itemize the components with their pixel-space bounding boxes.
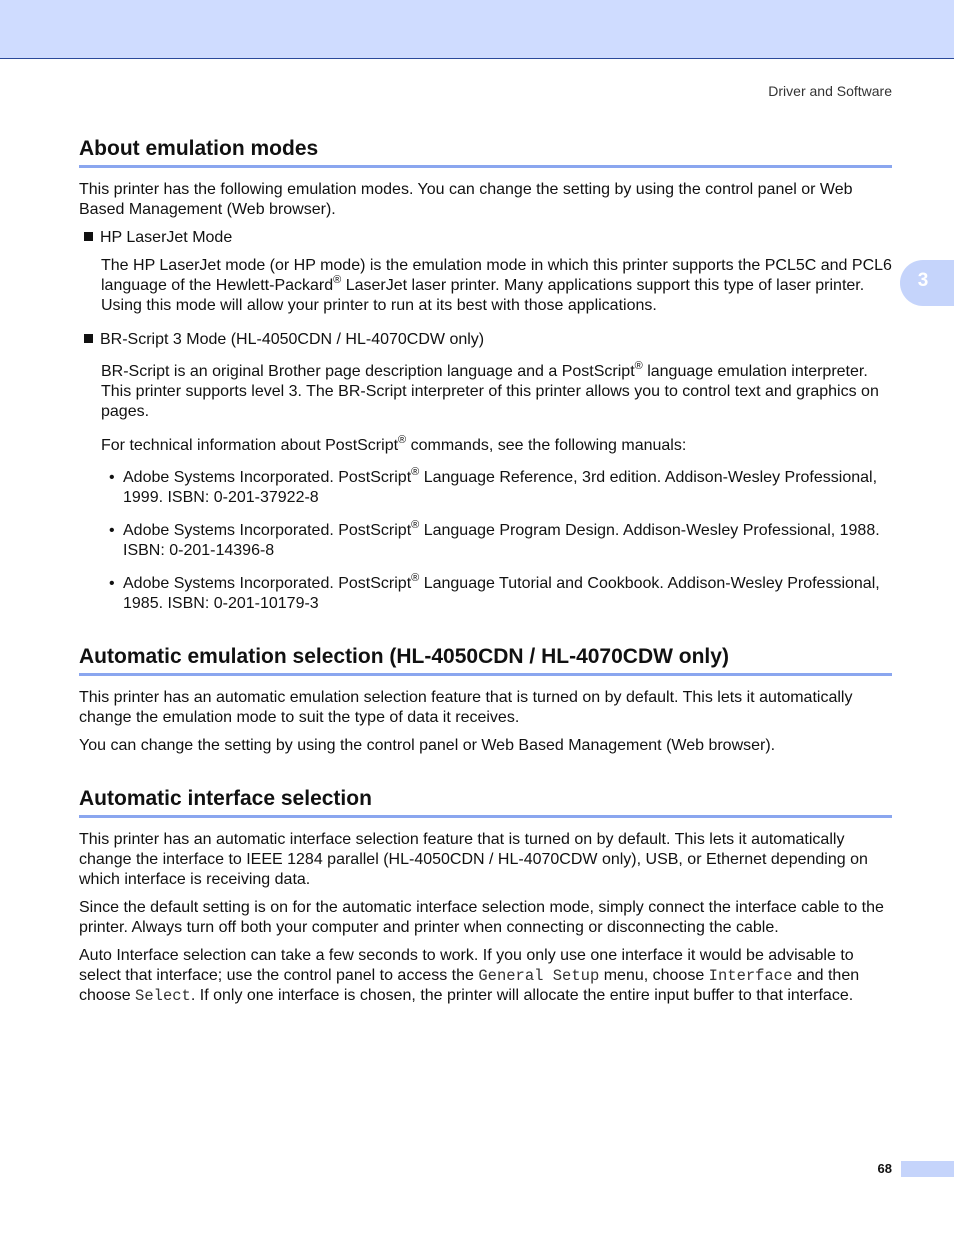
manual-item: • Adobe Systems Incorporated. PostScript® Language Tutorial and Cookbook. Addison-Wesley Professional, 1985. ISBN: 0-201-10179-3 <box>109 572 880 612</box>
section-heading-auto-emulation: Automatic emulation selection (HL-4050CDN / HL-4070CDW only) <box>79 644 892 676</box>
registered-mark: ® <box>411 572 420 584</box>
chapter-number: 3 <box>917 270 929 291</box>
br-script-description: BR-Script is an original Brother page description language and a PostScript® language emulation interpreter. This printer supports level 3. The BR-Script interpreter of this printer allows you to control text and graphics on pages. <box>101 360 879 420</box>
menu-interface: Interface <box>708 967 793 985</box>
manual-item: • Adobe Systems Incorporated. PostScript® Language Program Design. Addison-Wesley Professional, 1988. ISBN: 0-201-14396-8 <box>109 519 880 559</box>
header-band <box>0 0 954 59</box>
page-number: 68 <box>877 1161 892 1176</box>
registered-mark: ® <box>411 519 420 531</box>
registered-mark: ® <box>411 466 420 478</box>
auto-interface-paragraph-1: This printer has an automatic interface selection feature that is turned on by default. This lets it automatically change the interface to IEEE 1284 parallel (HL-4050CDN / HL-4070CDW only), USB, or Ethernet depending on which interface is receiving data. <box>79 831 868 888</box>
technical-info-line: For technical information about PostScript® commands, see the following manuals: <box>101 434 687 454</box>
square-bullet-icon <box>84 334 93 343</box>
auto-interface-paragraph-3: Auto Interface selection can take a few seconds to work. If you only use one interface it would be advisable to select that interface; use the control panel to access the General Setup menu, choose Interface and then choose Select. If only one interface is chosen, the printer will allocate the entire input buffer to that interface. <box>79 947 860 1005</box>
registered-mark: ® <box>398 434 407 446</box>
running-header: Driver and Software <box>768 83 892 99</box>
auto-interface-paragraph-2: Since the default setting is on for the automatic interface selection mode, simply connect the interface cable to the printer. Always turn off both your computer and printer when connecting or disconnecting the cable. <box>79 899 884 936</box>
chapter-tab <box>900 260 954 306</box>
footer-bar <box>901 1161 954 1177</box>
registered-mark: ® <box>333 274 342 286</box>
section-heading-auto-interface: Automatic interface selection <box>79 786 892 818</box>
manual-item: • Adobe Systems Incorporated. PostScript® Language Reference, 3rd edition. Addison-Wesley Professional, 1999. ISBN: 0-201-37922-8 <box>109 466 878 506</box>
square-bullet-icon <box>84 232 93 241</box>
hp-mode-description: The HP LaserJet mode (or HP mode) is the emulation mode in which this printer supports the PCL5C and PCL6 language of the Hewlett-Packard® LaserJet laser printer. Many applications support this type of laser printer. Using this mode will allow your printer to run at its best with those applications. <box>101 257 892 314</box>
auto-emulation-paragraph-1: This printer has an automatic emulation selection feature that is turned on by default. This lets it automatically change the emulation mode to suit the type of data it receives. <box>79 689 853 726</box>
menu-select: Select <box>135 987 191 1005</box>
bullet-label: HP LaserJet Mode <box>100 229 233 246</box>
section-intro: This printer has the following emulation modes. You can change the setting by using the control panel or Web Based Management (Web browser). <box>79 181 853 218</box>
bullet-hp-laserjet <box>84 228 232 248</box>
auto-emulation-paragraph-2: You can change the setting by using the control panel or Web Based Management (Web browser). <box>79 737 776 754</box>
dot-bullet-icon: • <box>109 575 115 592</box>
bullet-label: BR-Script 3 Mode (HL-4050CDN / HL-4070CDW only) <box>100 331 485 348</box>
registered-mark: ® <box>634 360 643 372</box>
section-heading-emulation-modes: About emulation modes <box>79 136 892 168</box>
bullet-br-script <box>84 330 484 350</box>
dot-bullet-icon: • <box>109 469 115 486</box>
menu-general-setup: General Setup <box>478 967 600 985</box>
dot-bullet-icon: • <box>109 522 115 539</box>
